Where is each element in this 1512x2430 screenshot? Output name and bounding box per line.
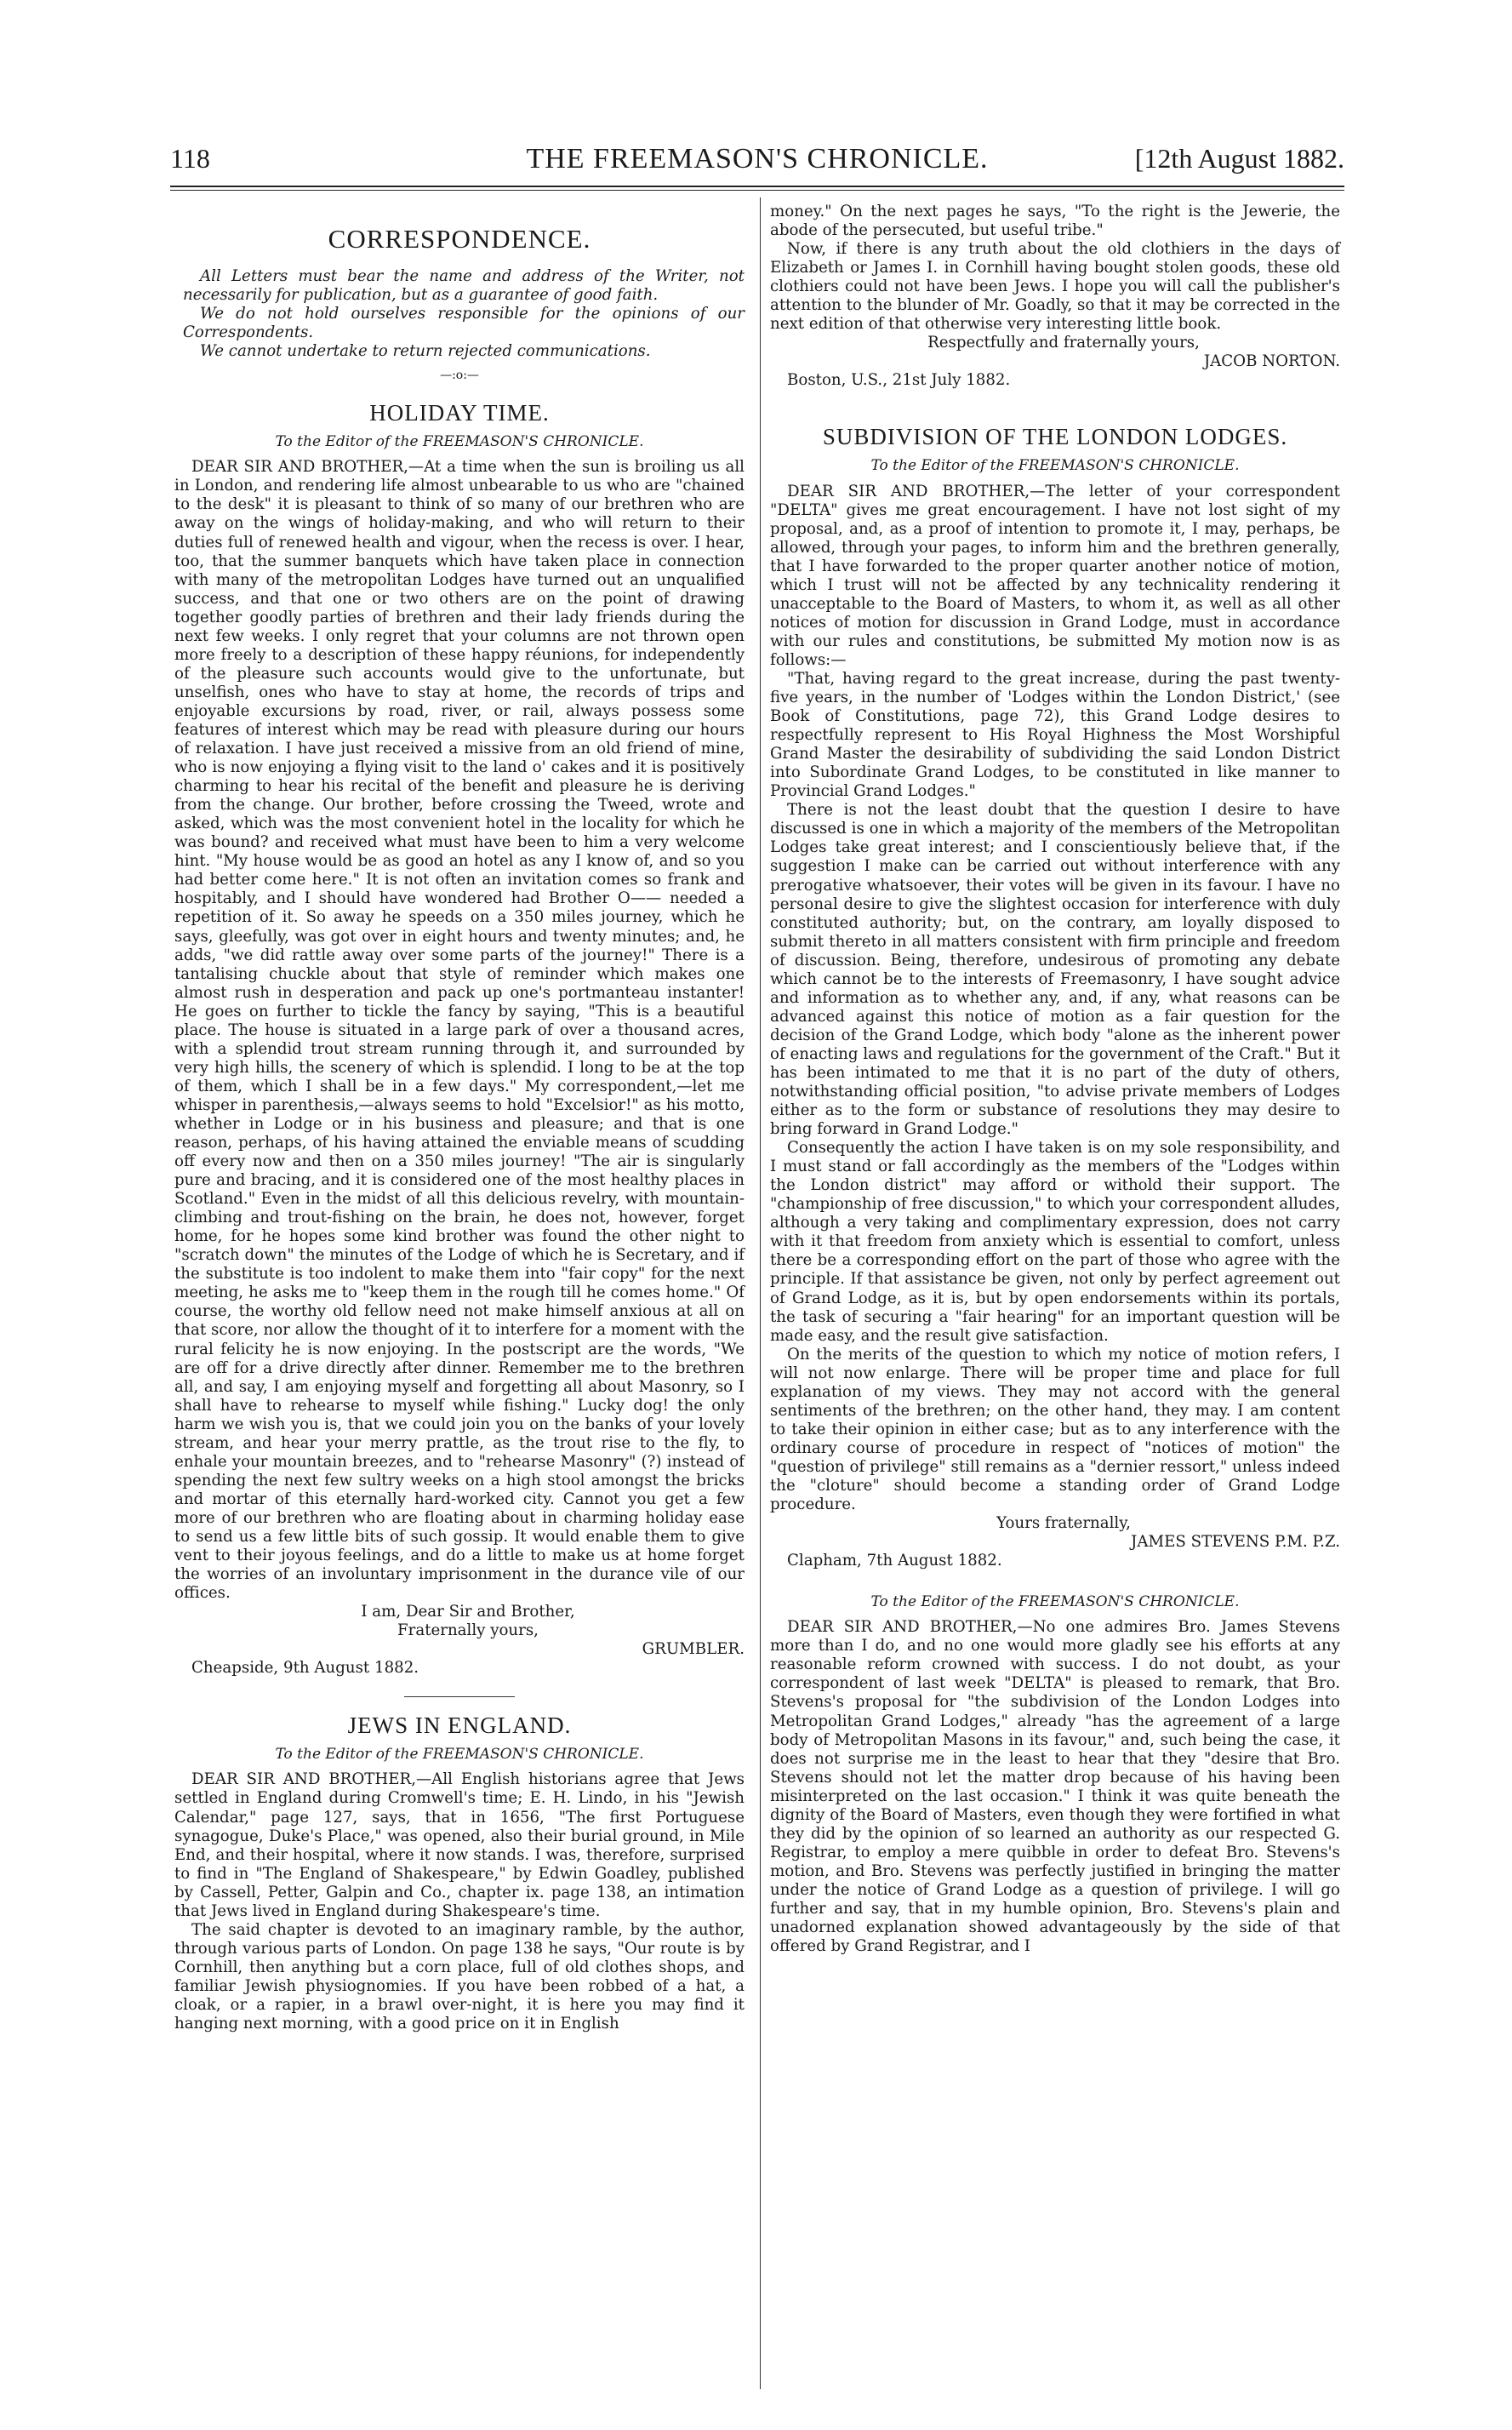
subdivision-signature: JAMES STEVENS P.M. P.Z. <box>1131 1533 1340 1552</box>
subdivision-paragraph: DEAR SIR AND BROTHER,—The letter of your correspondent "DELTA" gives me great encouragement. I have not lost sight of my proposal, and, as a proof of intention to promote it, I may, perhaps, be allowed, through your pages, to inform him and the brethren generally, that I have forwarded to the proper quarter another notice of motion, which I trust will not be affected by any technicality rendering it unacceptable to the Board of Masters, to whom it, as well as all other notices of motion for discussion in Grand Lodge, must in accordance with our rules and constitutions, be submitted My motion now is as follows:— <box>770 482 1340 669</box>
notice-letters: All Letters must bear the name and address of the Writer, not necessarily for publication, but as a guarantee of good faith. <box>183 267 745 305</box>
correspondence-heading: CORRESPONDENCE. <box>328 224 591 254</box>
holiday-time-heading: HOLIDAY TIME. <box>369 400 550 426</box>
notice-rejected: We cannot undertake to return rejected communications. <box>200 342 651 361</box>
jews-continued-paragraph: money." On the next pages he says, "To the right is the Jewerie, the abode of the persecuted, but useful tribe." <box>770 203 1340 240</box>
second-letter-editor-line: To the Editor of the FREEMASON'S CHRONICLE. <box>870 1593 1240 1611</box>
section-separator: —:o:— <box>440 369 479 383</box>
subdivision-paragraph: There is not the least doubt that the question I desire to have discussed is one in which a majority of the members of the Metropolitan Lodges take great interest; and I conscientiously believe that, if the suggestion I make can be carried out without interference with any prerogative whatsoever, their votes will be given in its favour. I have no personal desire to give the slightest occasion for interference with duly constituted authority; but, on the contrary, am loyally disposed to submit thereto in all matters consistent with firm principle and freedom of discussion. Being, therefore, undesirous of promoting any debate which cannot be to the interests of Freemasonry, I have sought advice and information as to whether any, and, if any, what reasons can be advanced against this notice of motion as a fair question for the decision of the Grand Lodge, which body "alone as the inherent power of enacting laws and regulations for the government of the Craft." But it has been intimated to me that it is no part of the duty of others, notwithstanding official position, "to advise private members of Lodges either as to the form or substance of resolutions they may desire to bring forward in Grand Lodge." <box>770 801 1340 1139</box>
publication-title: THE FREEMASON'S CHRONICLE. <box>526 143 989 174</box>
holiday-closing-1: I am, Dear Sir and Brother, <box>361 1603 575 1621</box>
second-letter-paragraph: DEAR SIR AND BROTHER,—No one admires Bro. James Stevens more than I do, and no one would more gladly see his efforts at any reasonable reform crowned with success. I do not doubt, as your correspondent of last week "DELTA" is pleased to remark, that Bro. Stevens's proposal for "the subdivision of the London Lodges into Metropolitan Grand Lodges," already "has the agreement of a large body of Metropolitan Masons in its favour," and, such being the case, it does not surprise me in the least to hear that they "desire that Bro. Stevens should not let the matter drop because of his having been misinterpreted on the last occasion." I think it was quite beneath the dignity of the Board of Masters, even though they were fortified in what they did by the opinion of so learned an authority as our respected G. Registrar, to employ a mere quibble in order to defeat Bro. Stevens's motion, and Bro. Stevens was perfectly justified in bringing the matter under the notice of Grand Lodge as a question of privilege. I will go further and say, that in my humble opinion, Bro. Stevens's plain and unadorned explanation showed advantageously by the side of that offered by Grand Registrar, and I <box>770 1618 1340 1956</box>
article-rule <box>404 1696 515 1697</box>
subdivision-heading: SUBDIVISION OF THE LONDON LODGES. <box>822 424 1288 450</box>
holiday-signature: GRUMBLER. <box>642 1640 745 1659</box>
jews-signature: JACOB NORTON. <box>1203 352 1340 371</box>
subdivision-paragraph: Consequently the action I have taken is on my sole responsibility, and I must stand or fall accordingly as the members of the "Lodges within the London district" may afford or withold their support. The "championship of free discussion," to which your correspondent alludes, although a very taking and complimentary expression, does not carry with it that freedom from anxiety which is essential to comfort, unless there be a corresponding effort on the part of those who agree with the principle. If that assistance be given, not only by perfect agreement out of Grand Lodge, as it is, but by open endorsements within its portals, the task of securing a "fair hearing" for an important question will be made easy, and the result give satisfaction. <box>770 1139 1340 1345</box>
jews-heading: JEWS IN ENGLAND. <box>347 1712 572 1739</box>
jews-editor-line: To the Editor of the FREEMASON'S CHRONICLE. <box>275 1746 644 1764</box>
holiday-dateline: Cheapside, 9th August 1882. <box>191 1659 419 1678</box>
subdivision-editor-line: To the Editor of the FREEMASON'S CHRONICLE. <box>870 457 1240 475</box>
subdivision-dateline: Clapham, 7th August 1882. <box>787 1552 1002 1570</box>
subdivision-paragraph: On the merits of the question to which my notice of motion refers, I will not now enlarge. There will be proper time and place for full explanation of my views. They may not accord with the general sentiments of the brethren; on the other hand, they may. I am content to take their opinion in either case; but as to any interference with the ordinary course of procedure in respect of "notices of motion" the "question of privilege" still remains as a "dernier ressort," unless indeed the "cloture" should become a standing order of Grand Lodge procedure. <box>770 1345 1340 1514</box>
jews-paragraph: The said chapter is devoted to an imaginary ramble, by the author, through various parts of London. On page 138 he says, "Our route is by Cornhill, then anything but a corn place, full of old clothes shops, and familiar Jewish physiognomies. If you have been robbed of a hat, a cloak, or a rapier, in a brawl over-night, it is here you may find it hanging next morning, with a good price on it in English <box>174 1920 745 2033</box>
page-number: 118 <box>170 143 210 174</box>
issue-date: [12th August 1882. <box>1134 143 1344 174</box>
holiday-letter-body: DEAR SIR AND BROTHER,—At a time when the sun is broiling us all in London, and rendering life almost unbearable to us who are "chained to the desk" it is pleasant to think of so many of our brethren who are away on the wings of holiday-making, and who will return to their duties full of renewed health and vigour, when the recess is over. I hear, too, that the summer banquets which have taken place in connection with many of the metropolitan Lodges have turned out an unqualified success, and that one or two others are on the point of drawing together goodly parties of brethren and their lady friends during the next few weeks. I only regret that your columns are not thrown open more freely to a description of these happy réunions, for independently of the pleasure such accounts would give to the unfortunate, but unselfish, ones who have to stay at home, the records of trips and enjoyable excursions by road, river, or rail, always possess some features of interest which may be read with pleasure during our hours of relaxation. I have just received a missive from an old friend of mine, who is now enjoying a flying visit to the land o' cakes and it is positively charming to hear his recital of the benefit and pleasure he is deriving from the change. Our brother, before crossing the Tweed, wrote and asked, which was the most convenient hotel in the locality for which he was bound? and received what must have been to him a very welcome hint. "My house would be as good an hotel as any I know of, and so you had better come here." It is not often an invitation comes so frank and hospitably, and I should have wondered had Brother O—— needed a repetition of it. So away he speeds on a 350 miles journey, which he says, gleefully, was got over in eight hours and twenty minutes; and, he adds, "we did rattle away over some parts of the journey!" There is a tantalising chuckle about that style of reminder which makes one almost rush in desperation and pack up one's portmanteau instanter! He goes on further to tickle the fancy by saying, "This is a beautiful place. The house is situated in a large park of over a thousand acres, with a splendid trout stream running through it, and surrounded by very high hills, the scenery of which is splendid. I long to be at the top of them, which I shall be in a few days." My correspondent,—let me whisper in parenthesis,—always seems to hold "Excelsior!" as his motto, whether in Lodge or in his business and pleasure; and that is one reason, perhaps, of his having attained the enviable means of scudding off every now and then on a 350 miles journey! "The air is singularly pure and bracing, and it is considered one of the most healthy places in Scotland." Even in the midst of all this delicious revelry, with mountain-climbing and trout-fishing on the brain, he does not, however, forget home, for he hopes some kind brother was found the other night to "scratch down" the minutes of the Lodge of which he is Secretary, and if the substitute is too indolent to make them into "fair copy" for the next meeting, he asks me to "keep them in the rough till he comes home." Of course, the worthy old fellow need not make himself anxious at all on that score, nor allow the thought of it to interfere for a moment with the rural felicity he is now enjoying. In the postscript are the words, "We are off for a drive directly after dinner. Remember me to the brethren all, and say, I am enjoying myself and forgetting all about Masonry, so I shall have to rehearse to myself while fishing." Lucky dog! the only harm we wish you is, that we could join you on the banks of your lovely stream, and hear your merry prattle, as the trout rise to the fly, to enhale your mountain breezes, and to "rehearse Masonry" (?) instead of spending the next few sultry weeks on a high stool amongst the bricks and mortar of this eternally hard-worked city. Cannot you get a few more of our brethren who are floating about in charming holiday ease to send us a few little bits of such gossip. It would enable them to give vent to their joyous feelings, and do a little to make us at home forget the worries of an involuntary imprisonment in the durance vile of our offices. <box>174 458 745 1603</box>
jews-closing: Respectfully and fraternally yours, <box>927 334 1200 352</box>
notice-responsibility: We do not hold ourselves responsible for the opinions of our Correspondents. <box>183 305 745 342</box>
jews-paragraph: DEAR SIR AND BROTHER,—All English historians agree that Jews settled in England during Cromwell's time; E. H. Lindo, in his "Jewish Calendar," page 127, says, that in 1656, "The first Portuguese synagogue, Duke's Place," was opened, also their burial ground, in Mile End, and their hospital, where it now stands. I was, therefore, surprised to find in "The England of Shakespeare," by Edwin Goadley, published by Cassell, Petter, Galpin and Co., chapter ix. page 138, an intimation that Jews lived in England during Shakespeare's time. <box>174 1770 745 1920</box>
subdivision-closing: Yours fraternally, <box>996 1514 1131 1533</box>
jews-continued-paragraph: Now, if there is any truth about the old clothiers in the days of Elizabeth or James I. in Cornhill having bought stolen goods, these old clothiers could not have been Jews. I hope you will call the publisher's attention to the blunder of Mr. Goadly, so that it may be corrected in the next edition of that otherwise very interesting little book. <box>770 240 1340 334</box>
subdivision-motion-quote: "That, having regard to the great increase, during the past twenty-five years, in the number of 'Lodges within the London District,' (see Book of Constitutions, page 72), this Grand Lodge desires to respectfully represent to His Royal Highness the Most Worshipful Grand Master the desirability of subdividing the said London District into Subordinate Grand Lodges, to be constituted in like manner to Provincial Grand Lodges." <box>770 669 1340 801</box>
jews-dateline: Boston, U.S., 21st July 1882. <box>787 371 1011 390</box>
masthead <box>170 143 1344 180</box>
right-column <box>770 203 1340 1956</box>
column-divider <box>760 197 761 2389</box>
holiday-editor-line: To the Editor of the FREEMASON'S CHRONICLE. <box>275 433 644 451</box>
masthead-rule-thin <box>170 190 1344 191</box>
left-column <box>174 203 745 2033</box>
masthead-rule <box>170 186 1344 187</box>
holiday-closing-2: Fraternally yours, <box>397 1621 539 1640</box>
